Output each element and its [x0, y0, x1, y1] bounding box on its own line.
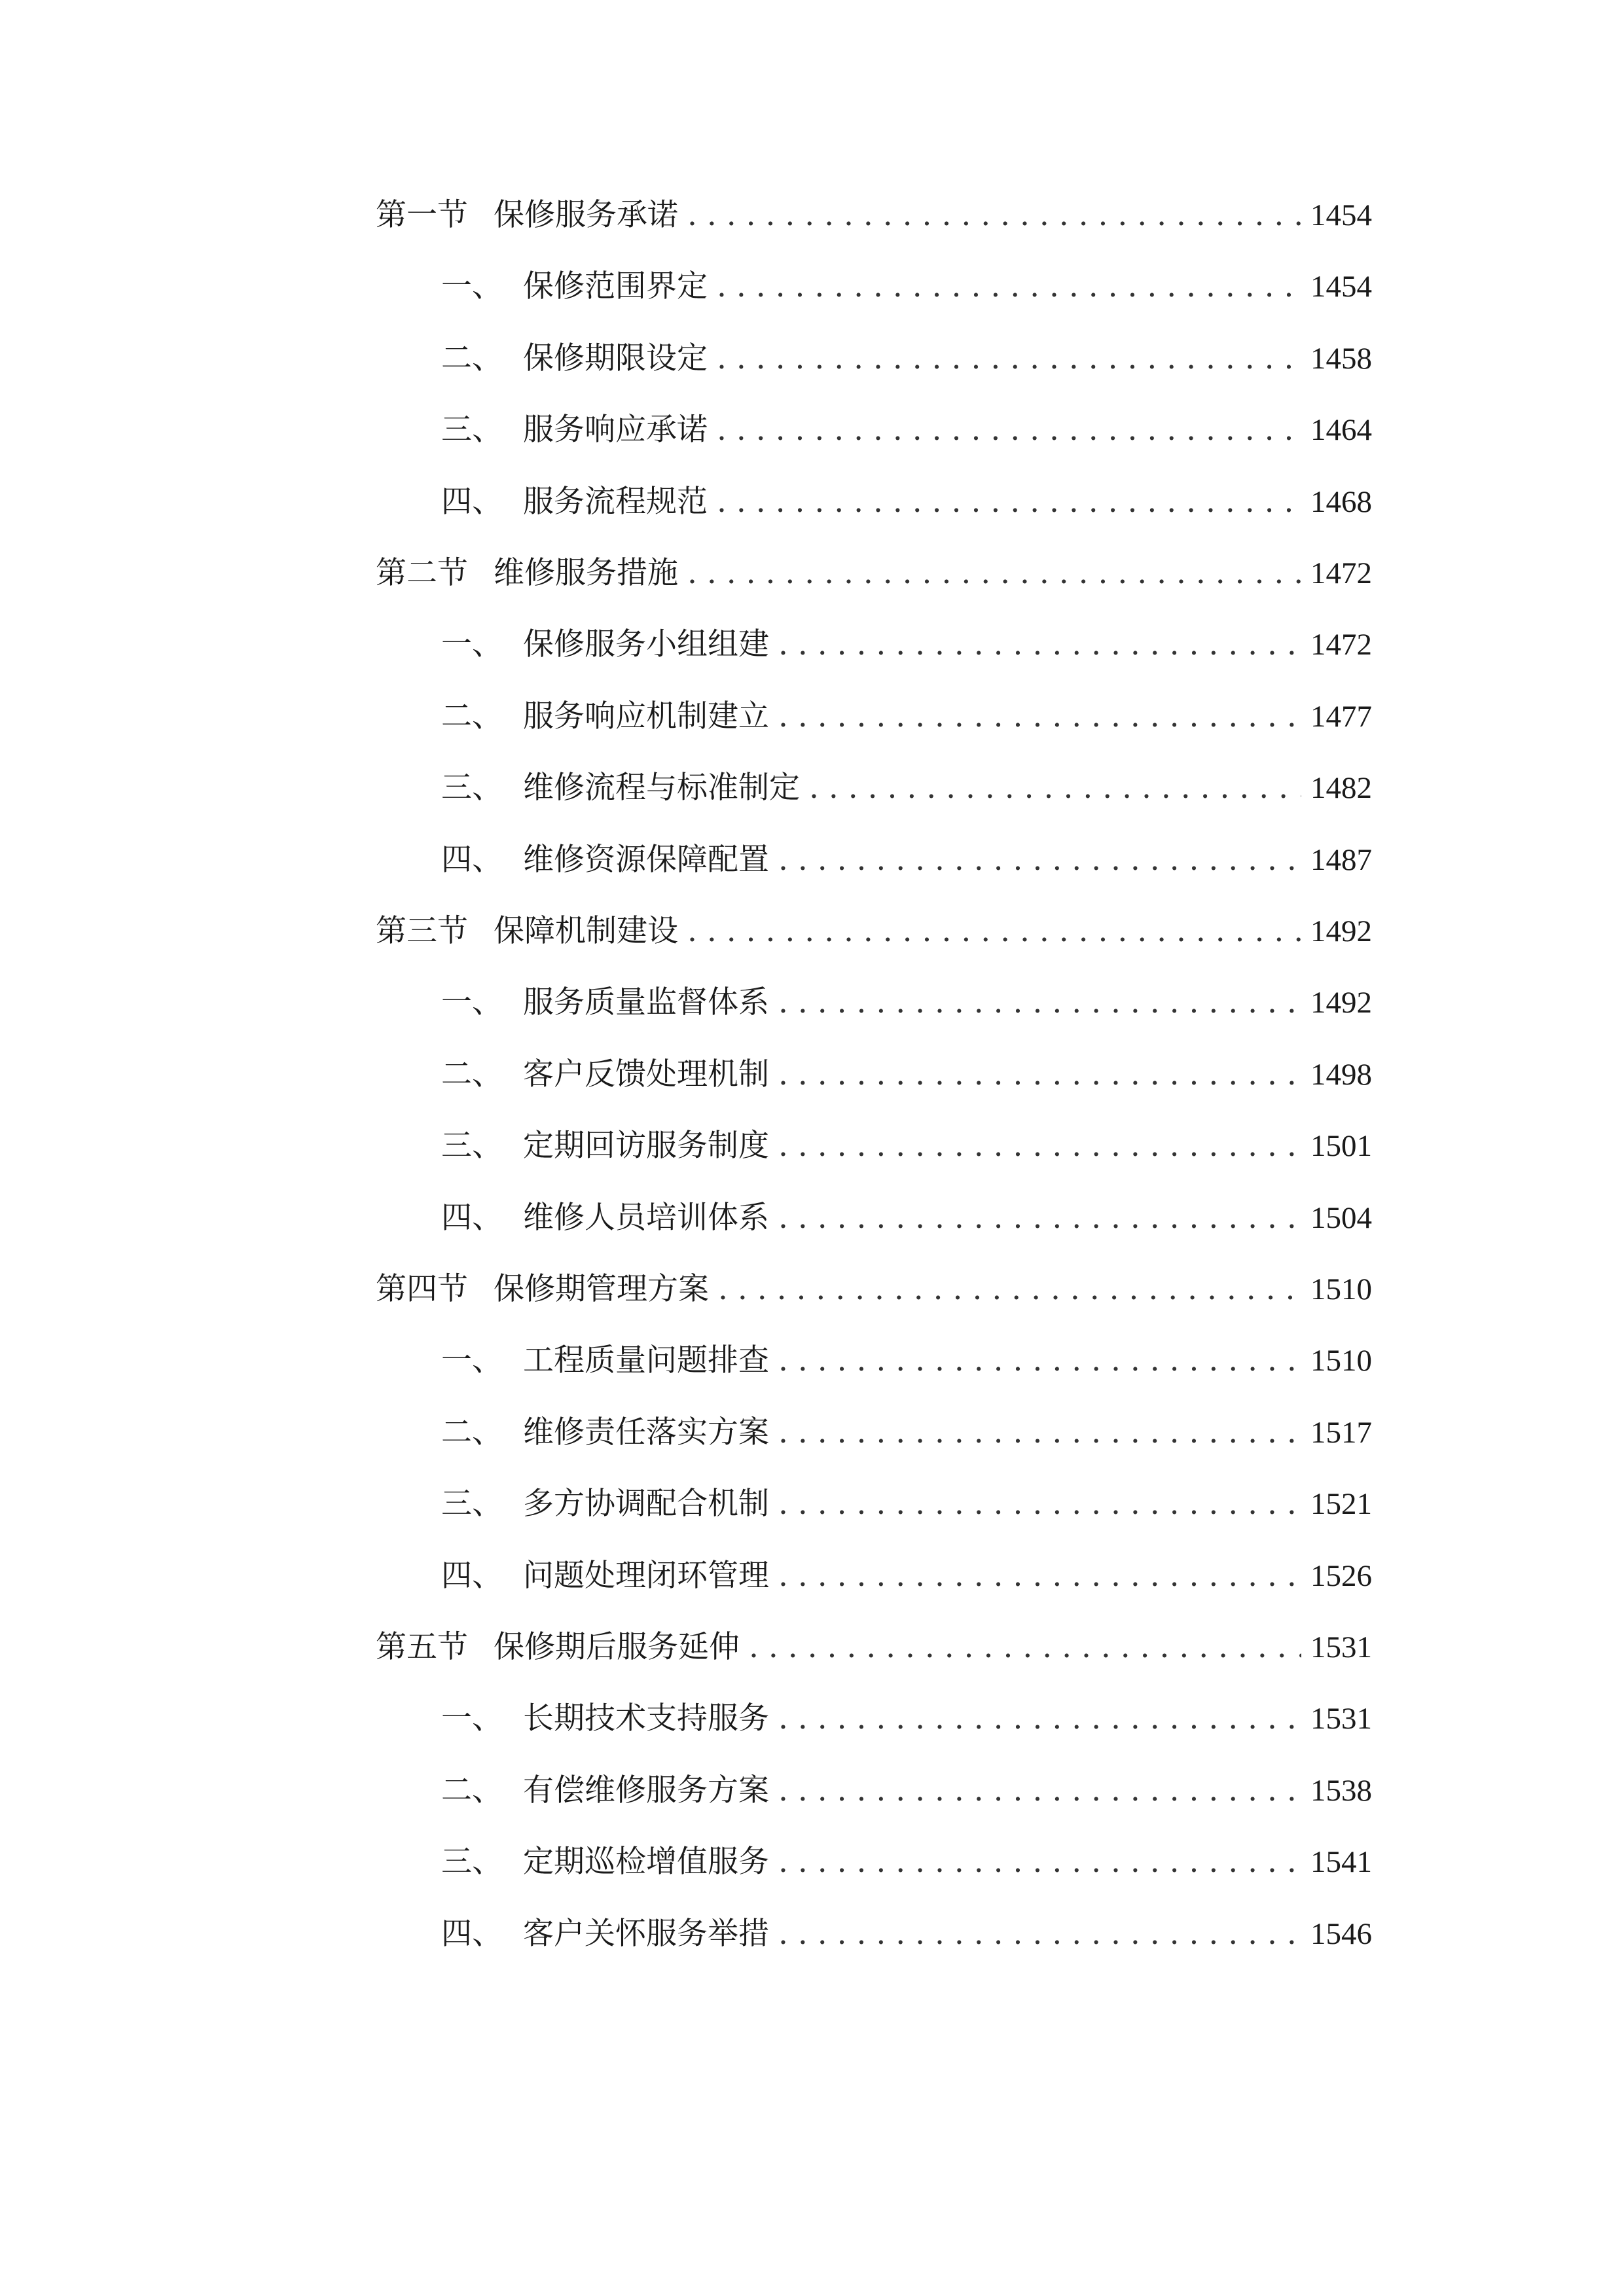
toc-item-entry[interactable] — [441, 1700, 1372, 1740]
dot-leader — [717, 414, 1301, 445]
toc-item-entry[interactable] — [441, 1488, 1372, 1525]
dot-leader — [718, 1274, 1301, 1304]
entry-number: 第一节 — [376, 197, 468, 233]
entry-title: 定期回访服务制度 — [523, 1128, 769, 1164]
entry-title: 保修范围界定 — [523, 268, 708, 305]
entry-number: 三、 — [441, 1844, 503, 1880]
entry-title: 服务响应承诺 — [523, 412, 708, 448]
entry-page-number: 1531 — [1310, 1702, 1372, 1736]
entry-page-number: 1498 — [1310, 1057, 1372, 1092]
dot-leader — [778, 1560, 1301, 1591]
toc-item-entry[interactable] — [441, 1199, 1372, 1239]
dot-leader — [687, 558, 1301, 588]
entry-number: 一、 — [441, 626, 503, 663]
entry-title: 维修资源保障配置 — [523, 841, 769, 878]
dot-leader — [778, 1775, 1301, 1806]
dot-leader — [717, 343, 1301, 374]
toc-item-entry[interactable] — [441, 340, 1372, 380]
entry-page-number: 1510 — [1310, 1272, 1372, 1306]
entry-page-number: 1454 — [1310, 270, 1372, 304]
entry-page-number: 1477 — [1310, 699, 1372, 734]
entry-number: 一、 — [441, 1700, 503, 1737]
dot-leader — [749, 1632, 1301, 1662]
entry-title: 多方协调配合机制 — [523, 1486, 769, 1522]
toc-item-entry[interactable] — [441, 483, 1372, 523]
entry-number: 二、 — [441, 698, 503, 734]
toc-item-entry[interactable] — [441, 1772, 1372, 1812]
entry-page-number: 1538 — [1310, 1773, 1372, 1808]
entry-number: 第五节 — [376, 1629, 468, 1665]
entry-page-number: 1482 — [1310, 771, 1372, 806]
dot-leader — [778, 1703, 1301, 1734]
entry-title: 保修服务承诺 — [494, 197, 678, 233]
entry-page-number: 1454 — [1310, 198, 1372, 232]
toc-item-entry[interactable] — [441, 414, 1372, 451]
entry-page-number: 1526 — [1310, 1558, 1372, 1593]
dot-leader — [778, 987, 1301, 1018]
entry-number: 四、 — [441, 483, 503, 520]
toc-item-entry[interactable] — [441, 1414, 1372, 1454]
entry-page-number: 1546 — [1310, 1916, 1372, 1951]
entry-number: 三、 — [441, 1128, 503, 1164]
toc-item-entry[interactable] — [441, 1557, 1372, 1597]
entry-page-number: 1487 — [1310, 842, 1372, 877]
entry-number: 第四节 — [376, 1271, 468, 1307]
toc-section-entry[interactable] — [376, 197, 1372, 236]
entry-number: 第三节 — [376, 913, 468, 949]
entry-page-number: 1472 — [1310, 556, 1372, 590]
entry-number: 四、 — [441, 1915, 503, 1952]
toc-item-entry[interactable] — [441, 984, 1372, 1024]
toc-item-entry[interactable] — [441, 1342, 1372, 1382]
toc-item-entry[interactable] — [441, 698, 1372, 738]
entry-title: 维修流程与标准制定 — [523, 770, 800, 806]
entry-title: 保修期限设定 — [523, 340, 708, 376]
entry-number: 二、 — [441, 1772, 503, 1808]
toc-item-entry[interactable] — [441, 841, 1372, 881]
entry-page-number: 1492 — [1310, 986, 1372, 1020]
toc-item-entry[interactable] — [441, 1130, 1372, 1167]
entry-title: 长期技术支持服务 — [523, 1700, 769, 1737]
dot-leader — [778, 629, 1301, 660]
entry-title: 定期巡检增值服务 — [523, 1844, 769, 1880]
dot-leader — [687, 916, 1301, 946]
toc-section-entry[interactable] — [376, 555, 1372, 594]
entry-title: 维修人员培训体系 — [523, 1199, 769, 1236]
entry-title: 客户反馈处理机制 — [523, 1056, 769, 1092]
entry-title: 工程质量问题排查 — [523, 1342, 769, 1379]
entry-title: 客户关怀服务举措 — [523, 1915, 769, 1952]
entry-page-number: 1492 — [1310, 914, 1372, 948]
dot-leader — [778, 1202, 1301, 1233]
entry-page-number: 1504 — [1310, 1200, 1372, 1235]
entry-number: 三、 — [441, 1486, 503, 1522]
entry-title: 保修期管理方案 — [494, 1271, 709, 1307]
dot-leader — [778, 1417, 1301, 1448]
entry-title: 服务流程规范 — [523, 483, 708, 520]
entry-number: 一、 — [441, 268, 503, 305]
entry-number: 三、 — [441, 412, 503, 448]
dot-leader — [809, 772, 1301, 803]
toc-item-entry[interactable] — [441, 1846, 1372, 1883]
entry-number: 三、 — [441, 770, 503, 806]
entry-title: 服务质量监督体系 — [523, 984, 769, 1021]
entry-page-number: 1521 — [1310, 1487, 1372, 1522]
entry-page-number: 1531 — [1310, 1630, 1372, 1664]
entry-number: 一、 — [441, 1342, 503, 1379]
dot-leader — [717, 486, 1301, 517]
entry-title: 保障机制建设 — [494, 913, 678, 949]
toc-section-entry[interactable] — [376, 1271, 1372, 1310]
entry-page-number: 1510 — [1310, 1344, 1372, 1378]
toc-item-entry[interactable] — [441, 1056, 1372, 1096]
entry-page-number: 1472 — [1310, 628, 1372, 662]
toc-section-entry[interactable] — [376, 913, 1372, 952]
toc-item-entry[interactable] — [441, 1915, 1372, 1955]
dot-leader — [778, 844, 1301, 875]
entry-title: 维修责任落实方案 — [523, 1414, 769, 1450]
dot-leader — [778, 1059, 1301, 1090]
toc-item-entry[interactable] — [441, 268, 1372, 308]
entry-number: 二、 — [441, 340, 503, 376]
entry-page-number: 1464 — [1310, 413, 1372, 448]
entry-number: 一、 — [441, 984, 503, 1021]
entry-number: 二、 — [441, 1056, 503, 1092]
entry-page-number: 1501 — [1310, 1129, 1372, 1164]
dot-leader — [717, 271, 1301, 302]
toc-item-entry[interactable] — [441, 772, 1372, 809]
dot-leader — [778, 1130, 1301, 1161]
entry-number: 四、 — [441, 1557, 503, 1594]
dot-leader — [687, 200, 1301, 230]
entry-number: 四、 — [441, 841, 503, 878]
dot-leader — [778, 1345, 1301, 1376]
entry-title: 保修服务小组组建 — [523, 626, 769, 663]
dot-leader — [778, 1918, 1301, 1949]
entry-title: 保修期后服务延伸 — [494, 1629, 740, 1665]
entry-title: 维修服务措施 — [494, 555, 678, 591]
toc-item-entry[interactable] — [441, 626, 1372, 666]
dot-leader — [778, 1488, 1301, 1519]
entry-number: 二、 — [441, 1414, 503, 1450]
toc-section-entry[interactable] — [376, 1629, 1372, 1668]
entry-page-number: 1541 — [1310, 1845, 1372, 1880]
dot-leader — [778, 701, 1301, 732]
entry-title: 服务响应机制建立 — [523, 698, 769, 734]
dot-leader — [778, 1846, 1301, 1877]
entry-title: 有偿维修服务方案 — [523, 1772, 769, 1808]
entry-number: 四、 — [441, 1199, 503, 1236]
entry-page-number: 1517 — [1310, 1415, 1372, 1450]
entry-number: 第二节 — [376, 555, 468, 591]
entry-page-number: 1458 — [1310, 341, 1372, 376]
entry-title: 问题处理闭环管理 — [523, 1557, 769, 1594]
entry-page-number: 1468 — [1310, 484, 1372, 519]
